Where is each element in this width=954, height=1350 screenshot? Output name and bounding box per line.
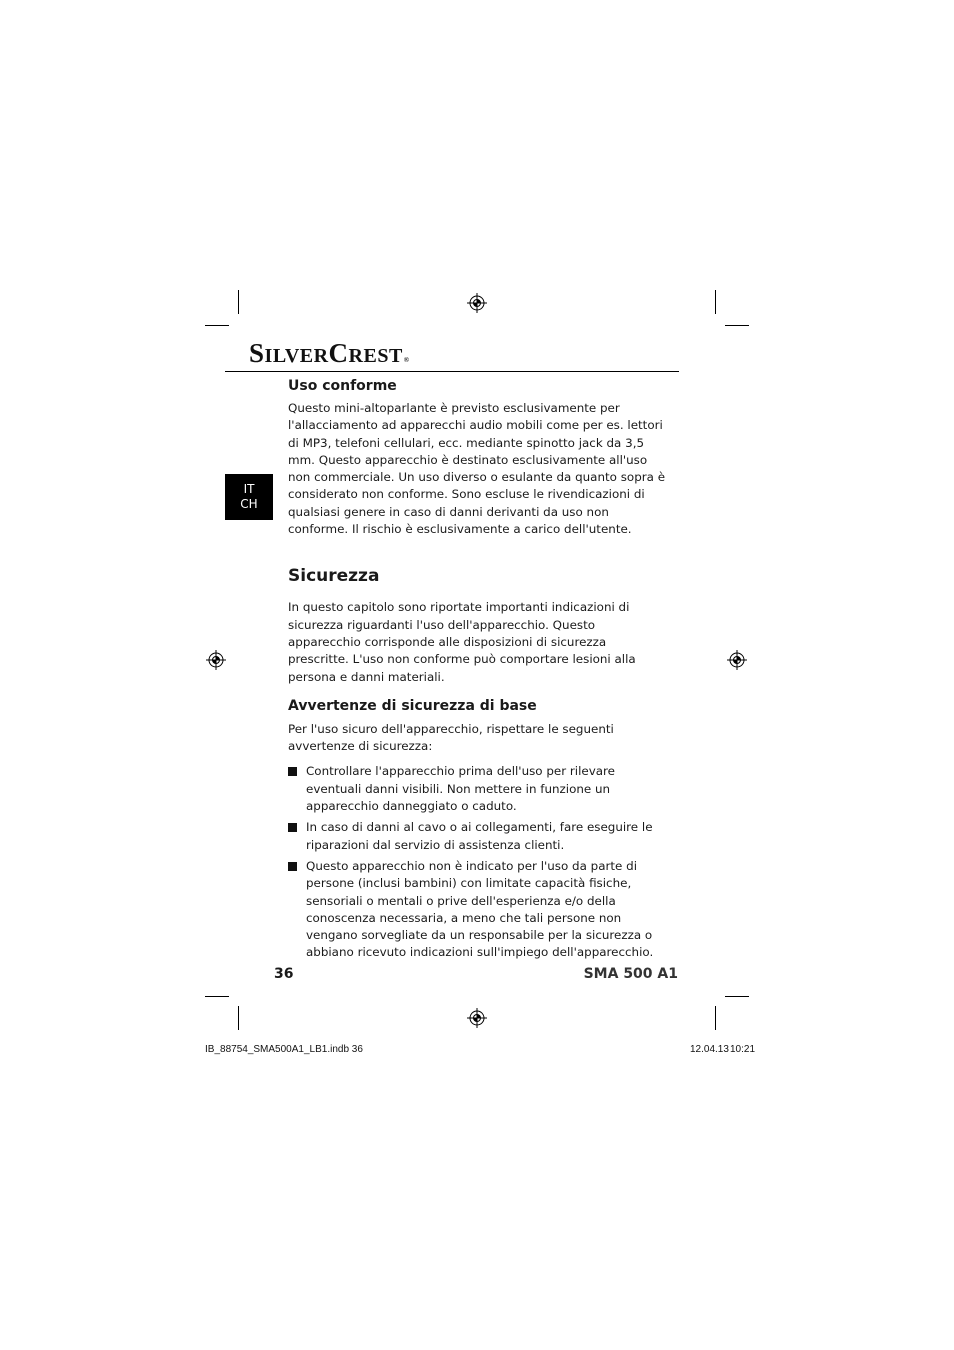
header-rule [225,371,679,372]
crop-mark [715,290,716,314]
registration-mark-icon [467,293,487,313]
list-item [288,763,668,815]
registration-mark-icon [467,1008,487,1028]
logo-text: REST [348,345,403,367]
crop-mark [238,1006,239,1030]
language-tab [225,474,273,520]
section-heading: Uso conforme [288,378,397,394]
list-item-text: Questo apparecchio non è indicato per l'uso da parte di persone (inclusi bambini) con limitate capacità fisiche, sensoriali o mentali o prive dell'esperienza e/o della conoscenza necessaria, a meno che tali persone non vengano sorvegliate da un responsabile per la sicurezza o abbiano ricevuto indicazioni sull'impiego dell'apparecchio. [306,858,654,960]
country-code: CH [240,497,258,511]
crop-mark [205,325,229,326]
bullet-square-icon [288,862,297,871]
list-item-text: In caso di danni al cavo o ai collegamenti, fare eseguire le riparazioni dal servizio di assistenza clienti. [306,820,653,852]
crop-mark [725,325,749,326]
print-slug-time: 10:21 [730,1044,756,1055]
section-intro: Per l'uso sicuro dell'apparecchio, rispettare le seguenti avvertenze di sicurezza: [288,721,614,754]
section-body: In questo capitolo sono riportate importanti indicazioni di sicurezza riguardanti l'uso dell'apparecchio. Questo apparecchio corrisponde alle disposizioni di sicurezza prescritte. L'uso non conforme può comportare lesioni alla persona e danni materiali. [288,600,636,684]
logo-text: ILVER [264,345,329,367]
logo-initial: S [249,338,265,368]
logo-initial: C [328,338,349,368]
warning-list [288,763,668,961]
section-heading: Avvertenze di sicurezza di base [288,697,537,714]
bullet-square-icon [288,767,297,776]
model-number: SMA 500 A1 [583,966,678,982]
list-item [288,819,668,854]
language-code: IT [243,482,255,496]
registered-mark: ® [403,356,410,364]
crop-mark [238,290,239,314]
print-slug-file: IB_88754_SMA500A1_LB1.indb 36 [205,1044,363,1055]
registration-mark-icon [727,650,747,670]
list-item-text: Controllare l'apparecchio prima dell'uso per rilevare eventuali danni visibili. Non mettere in funzione un apparecchio danneggiato o caduto. [306,764,615,814]
print-slug-date: 12.04.13 [690,1044,729,1055]
brand-logo [249,338,410,370]
chapter-heading: Sicurezza [288,566,380,587]
registration-mark-icon [206,650,226,670]
section-body: Questo mini-altoparlante è previsto esclusivamente per l'allacciamento ad apparecchi audio mobili come per es. lettori di MP3, telefoni cellulari, ecc. mediante spinotto jack da 3,5 mm. Questo apparecchio è destinato esclusivamente all'uso non commerciale. Un uso diverso o esulante da quanto sopra è considerato non conforme. Sono escluse le rivendicazioni di qualsiasi genere in caso di danni derivanti da uso non conforme. Il rischio è esclusivamente a carico dell'utente. [288,401,666,537]
list-item [288,858,668,962]
crop-mark [725,996,749,997]
crop-mark [205,996,229,997]
main-content [288,376,668,962]
bullet-square-icon [288,823,297,832]
page-number: 36 [274,966,294,982]
crop-mark [715,1006,716,1030]
